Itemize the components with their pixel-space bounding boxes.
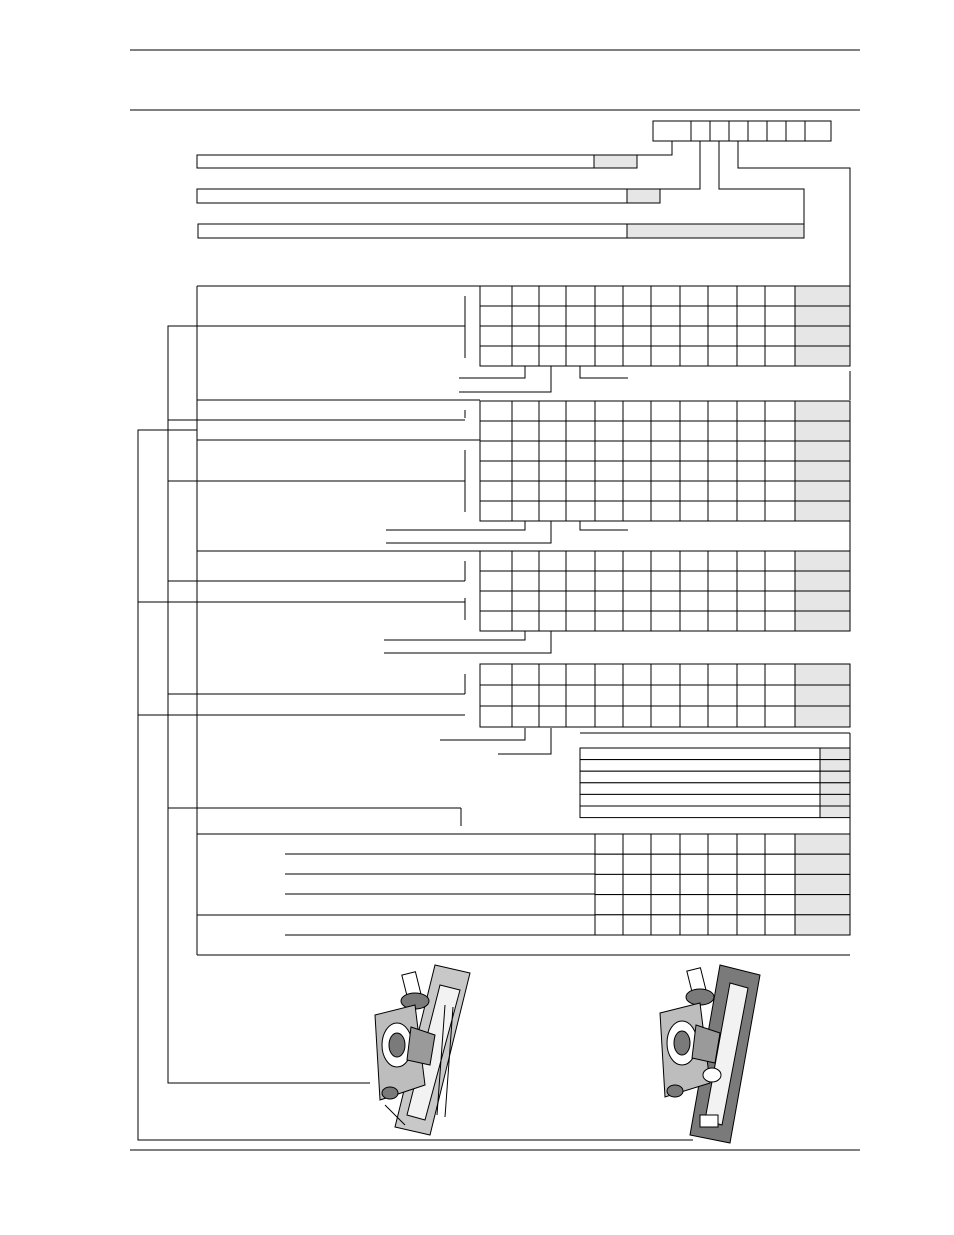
grid-cell xyxy=(795,346,850,366)
grid-cell xyxy=(651,421,680,441)
grid-cell xyxy=(795,915,850,935)
grid-cell xyxy=(680,306,708,326)
grid-cell xyxy=(651,706,680,727)
grid-cell xyxy=(512,611,539,631)
grid-cell xyxy=(539,441,566,461)
grid-cell xyxy=(539,326,566,346)
grid-cell xyxy=(566,611,595,631)
grid-cell xyxy=(651,481,680,501)
grid-cell xyxy=(708,461,737,481)
grid-cell xyxy=(708,501,737,521)
grid-cell xyxy=(512,551,539,571)
grid-cell xyxy=(623,286,651,306)
grid-cell xyxy=(623,326,651,346)
grid-cell xyxy=(651,854,680,874)
grid-cell xyxy=(795,854,850,874)
grid-cell xyxy=(595,895,623,915)
grid-cell xyxy=(737,286,765,306)
grid-cell xyxy=(795,571,850,591)
grid-cell xyxy=(480,664,512,685)
list-row-code-cell xyxy=(820,783,850,795)
grid-cell xyxy=(539,286,566,306)
grid-cell xyxy=(737,706,765,727)
grid-cell xyxy=(680,685,708,706)
option-grid-group-6 xyxy=(595,834,850,935)
list-row-code-cell xyxy=(820,748,850,760)
grid-cell xyxy=(795,401,850,421)
grid-cell xyxy=(566,306,595,326)
grid-cell xyxy=(651,874,680,894)
grid-cell xyxy=(595,685,623,706)
grid-cell xyxy=(680,326,708,346)
grid-cell xyxy=(680,481,708,501)
grid-cell xyxy=(680,611,708,631)
code-leader-lines xyxy=(637,141,850,286)
code-field-bars xyxy=(197,155,804,238)
grid-cell xyxy=(595,874,623,894)
grid-cell xyxy=(680,421,708,441)
grid-cell xyxy=(795,706,850,727)
grid-cell xyxy=(680,346,708,366)
grid-cell xyxy=(708,854,737,874)
grid-cell xyxy=(737,685,765,706)
grid-cell xyxy=(651,915,680,935)
grid-cell xyxy=(539,685,566,706)
grid-cell xyxy=(539,461,566,481)
list-row-code-cell xyxy=(820,806,850,818)
grid-cell xyxy=(566,706,595,727)
grid-cell xyxy=(737,481,765,501)
grid-cell xyxy=(795,895,850,915)
grid-cell xyxy=(480,421,512,441)
grid-cell xyxy=(765,481,795,501)
grid-cell xyxy=(623,591,651,611)
grid-cell xyxy=(765,326,795,346)
grid-cell xyxy=(708,611,737,631)
grid-cell xyxy=(595,571,623,591)
ordering-code-boxes xyxy=(653,121,831,141)
grid-cell xyxy=(765,706,795,727)
grid-cell xyxy=(623,551,651,571)
grid-cell xyxy=(623,501,651,521)
grid-cell xyxy=(539,501,566,521)
grid-cell xyxy=(765,854,795,874)
grid-cell xyxy=(566,286,595,306)
grid-cell xyxy=(708,591,737,611)
grid-cell xyxy=(708,326,737,346)
grid-cell xyxy=(539,591,566,611)
grid-cell xyxy=(480,571,512,591)
grid-cell xyxy=(480,591,512,611)
grid-cell xyxy=(708,481,737,501)
grid-cell xyxy=(795,611,850,631)
grid-cell xyxy=(795,685,850,706)
grid-cell xyxy=(480,306,512,326)
list-row-code-cell xyxy=(820,771,850,783)
grid-cell xyxy=(651,664,680,685)
option-grid-group-4 xyxy=(480,664,850,727)
list-row xyxy=(580,806,820,818)
grid-cell xyxy=(623,461,651,481)
grid-cell xyxy=(708,895,737,915)
grid-cell xyxy=(566,551,595,571)
grid-cell xyxy=(595,441,623,461)
grid-cell xyxy=(480,346,512,366)
grid-cell xyxy=(680,501,708,521)
grid-cell xyxy=(595,401,623,421)
grid-cell xyxy=(680,401,708,421)
grid-cell xyxy=(680,854,708,874)
grid-cell xyxy=(512,306,539,326)
grid-cell xyxy=(539,611,566,631)
grid-cell xyxy=(512,501,539,521)
grid-cell xyxy=(595,611,623,631)
grid-cell xyxy=(651,834,680,854)
grid-cell xyxy=(651,895,680,915)
grid-cell xyxy=(623,895,651,915)
grid-cell xyxy=(680,441,708,461)
grid-cell xyxy=(512,685,539,706)
grid-cell xyxy=(595,481,623,501)
option-grids xyxy=(480,286,850,935)
grid-cell xyxy=(651,326,680,346)
grid-cell xyxy=(595,706,623,727)
grid-cell xyxy=(708,685,737,706)
grid-cell xyxy=(595,551,623,571)
grid-cell xyxy=(623,346,651,366)
grid-cell xyxy=(623,915,651,935)
grid-cell xyxy=(566,441,595,461)
grid-cell xyxy=(795,441,850,461)
grid-cell xyxy=(765,421,795,441)
option-rows-group-6 xyxy=(285,854,595,935)
grid-cell xyxy=(566,571,595,591)
grid-cell xyxy=(737,915,765,935)
grid-cell xyxy=(512,286,539,306)
grid-cell xyxy=(708,915,737,935)
grid-cell xyxy=(765,591,795,611)
grid-cell xyxy=(595,501,623,521)
grid-cell xyxy=(539,706,566,727)
grid-cell xyxy=(623,571,651,591)
option-grid-group-2 xyxy=(480,401,850,521)
grid-cell xyxy=(765,461,795,481)
grid-cell xyxy=(708,551,737,571)
grid-cell xyxy=(623,874,651,894)
grid-cell xyxy=(539,306,566,326)
grid-cell xyxy=(539,401,566,421)
grid-cell xyxy=(765,401,795,421)
grid-cell xyxy=(651,401,680,421)
grid-cell xyxy=(795,551,850,571)
grid-cell xyxy=(595,461,623,481)
grid-cell xyxy=(651,591,680,611)
grid-cell xyxy=(512,461,539,481)
grid-cell xyxy=(765,306,795,326)
list-row xyxy=(580,783,820,795)
grid-cell xyxy=(651,571,680,591)
grid-cell xyxy=(512,664,539,685)
grid-cell xyxy=(539,346,566,366)
option-grid-group-3 xyxy=(480,551,850,631)
grid-cell xyxy=(737,401,765,421)
grid-cell xyxy=(566,501,595,521)
grid-cell xyxy=(765,895,795,915)
grid-cell xyxy=(651,306,680,326)
grid-cell xyxy=(765,874,795,894)
grid-cell xyxy=(651,551,680,571)
grid-cell xyxy=(651,286,680,306)
grid-cell xyxy=(680,591,708,611)
grid-cell xyxy=(566,326,595,346)
grid-cell xyxy=(623,706,651,727)
grid-cell xyxy=(737,551,765,571)
grid-cell xyxy=(765,664,795,685)
grid-cell xyxy=(708,401,737,421)
list-row xyxy=(580,794,820,806)
grid-cell xyxy=(623,306,651,326)
list-row xyxy=(580,748,820,760)
grid-cell xyxy=(623,685,651,706)
grid-cell xyxy=(480,401,512,421)
grid-cell xyxy=(708,834,737,854)
grid-cell xyxy=(480,706,512,727)
grid-cell xyxy=(737,571,765,591)
grid-cell xyxy=(737,501,765,521)
grid-cell xyxy=(480,286,512,306)
grid-cell xyxy=(539,571,566,591)
grid-cell xyxy=(795,664,850,685)
grid-cell xyxy=(651,441,680,461)
grid-cell xyxy=(566,481,595,501)
grid-cell xyxy=(595,346,623,366)
grid-cell xyxy=(795,421,850,441)
pump-cross-section-left xyxy=(375,965,470,1135)
grid-cell xyxy=(795,306,850,326)
grid-cell xyxy=(512,706,539,727)
grid-cell xyxy=(737,441,765,461)
grid-cell xyxy=(480,461,512,481)
grid-cell xyxy=(512,481,539,501)
grid-cell xyxy=(651,346,680,366)
grid-cell xyxy=(595,591,623,611)
grid-cell xyxy=(765,685,795,706)
grid-cell xyxy=(737,611,765,631)
grid-cell xyxy=(680,895,708,915)
grid-cell xyxy=(595,664,623,685)
grid-cell xyxy=(595,326,623,346)
grid-cell xyxy=(480,551,512,571)
grid-cell xyxy=(737,664,765,685)
grid-cell xyxy=(680,915,708,935)
grid-cell xyxy=(737,326,765,346)
grid-cell xyxy=(480,611,512,631)
grid-cell xyxy=(480,501,512,521)
grid-cell xyxy=(708,286,737,306)
grid-cell xyxy=(539,421,566,441)
grid-cell xyxy=(680,834,708,854)
grid-cell xyxy=(566,421,595,441)
grid-cell xyxy=(539,551,566,571)
grid-cell xyxy=(566,664,595,685)
grid-cell xyxy=(765,501,795,521)
grid-cell xyxy=(708,441,737,461)
grid-cell xyxy=(680,571,708,591)
grid-cell xyxy=(595,834,623,854)
grid-cell xyxy=(795,481,850,501)
grid-cell xyxy=(539,664,566,685)
grid-cell xyxy=(623,664,651,685)
grid-cell xyxy=(708,874,737,894)
grid-cell xyxy=(623,854,651,874)
grid-cell xyxy=(566,401,595,421)
grid-cell xyxy=(737,461,765,481)
grid-cell xyxy=(795,501,850,521)
grid-cell xyxy=(512,346,539,366)
grid-cell xyxy=(795,286,850,306)
grid-cell xyxy=(623,441,651,461)
grid-cell xyxy=(680,874,708,894)
grid-cell xyxy=(566,591,595,611)
list-row-code-cell xyxy=(820,794,850,806)
grid-cell xyxy=(480,685,512,706)
grid-cell xyxy=(737,874,765,894)
grid-cell xyxy=(512,441,539,461)
grid-cell xyxy=(595,306,623,326)
grid-cell xyxy=(566,685,595,706)
grid-cell xyxy=(765,286,795,306)
grid-cell xyxy=(737,421,765,441)
grid-cell xyxy=(680,706,708,727)
grid-cell xyxy=(795,591,850,611)
grid-cell xyxy=(765,834,795,854)
option-grid-group-1 xyxy=(480,286,850,366)
grid-cell xyxy=(651,501,680,521)
grid-cell xyxy=(708,306,737,326)
grid-cell xyxy=(765,441,795,461)
grid-cell xyxy=(708,571,737,591)
list-row xyxy=(580,771,820,783)
grid-cell xyxy=(512,401,539,421)
grid-cell xyxy=(623,421,651,441)
list-row-code-cell xyxy=(820,760,850,772)
grid-cell xyxy=(623,834,651,854)
grid-cell xyxy=(708,706,737,727)
list-row xyxy=(580,760,820,772)
grid-cell xyxy=(512,591,539,611)
grid-cell xyxy=(765,915,795,935)
grid-cell xyxy=(512,421,539,441)
option-list-group-5 xyxy=(580,748,850,818)
grid-cell xyxy=(795,461,850,481)
grid-cell xyxy=(651,611,680,631)
grid-cell xyxy=(737,854,765,874)
grid-cell xyxy=(595,421,623,441)
grid-cell xyxy=(737,306,765,326)
grid-cell xyxy=(795,834,850,854)
grid-cell xyxy=(680,551,708,571)
grid-cell xyxy=(595,286,623,306)
grid-cell xyxy=(680,286,708,306)
grid-cell xyxy=(765,611,795,631)
grid-cell xyxy=(566,346,595,366)
grid-cell xyxy=(795,326,850,346)
grid-cell xyxy=(737,895,765,915)
grid-cell xyxy=(480,481,512,501)
grid-cell xyxy=(539,481,566,501)
grid-cell xyxy=(512,326,539,346)
grid-cell xyxy=(595,854,623,874)
grid-cell xyxy=(765,571,795,591)
grid-cell xyxy=(480,326,512,346)
grid-cell xyxy=(512,571,539,591)
pump-cross-section-right xyxy=(660,965,760,1143)
grid-cell xyxy=(680,461,708,481)
grid-cell xyxy=(708,664,737,685)
grid-cell xyxy=(737,346,765,366)
grid-cell xyxy=(765,346,795,366)
grid-cell xyxy=(737,834,765,854)
grid-cell xyxy=(595,915,623,935)
grid-cell xyxy=(708,421,737,441)
grid-cell xyxy=(680,664,708,685)
grid-cell xyxy=(623,401,651,421)
grid-cell xyxy=(651,685,680,706)
grid-cell xyxy=(651,461,680,481)
grid-cell xyxy=(623,481,651,501)
grid-cell xyxy=(480,441,512,461)
grid-cell xyxy=(765,551,795,571)
grid-cell xyxy=(795,874,850,894)
grid-cell xyxy=(737,591,765,611)
grid-cell xyxy=(623,611,651,631)
grid-cell xyxy=(566,461,595,481)
grid-cell xyxy=(708,346,737,366)
header-rules xyxy=(130,50,860,110)
